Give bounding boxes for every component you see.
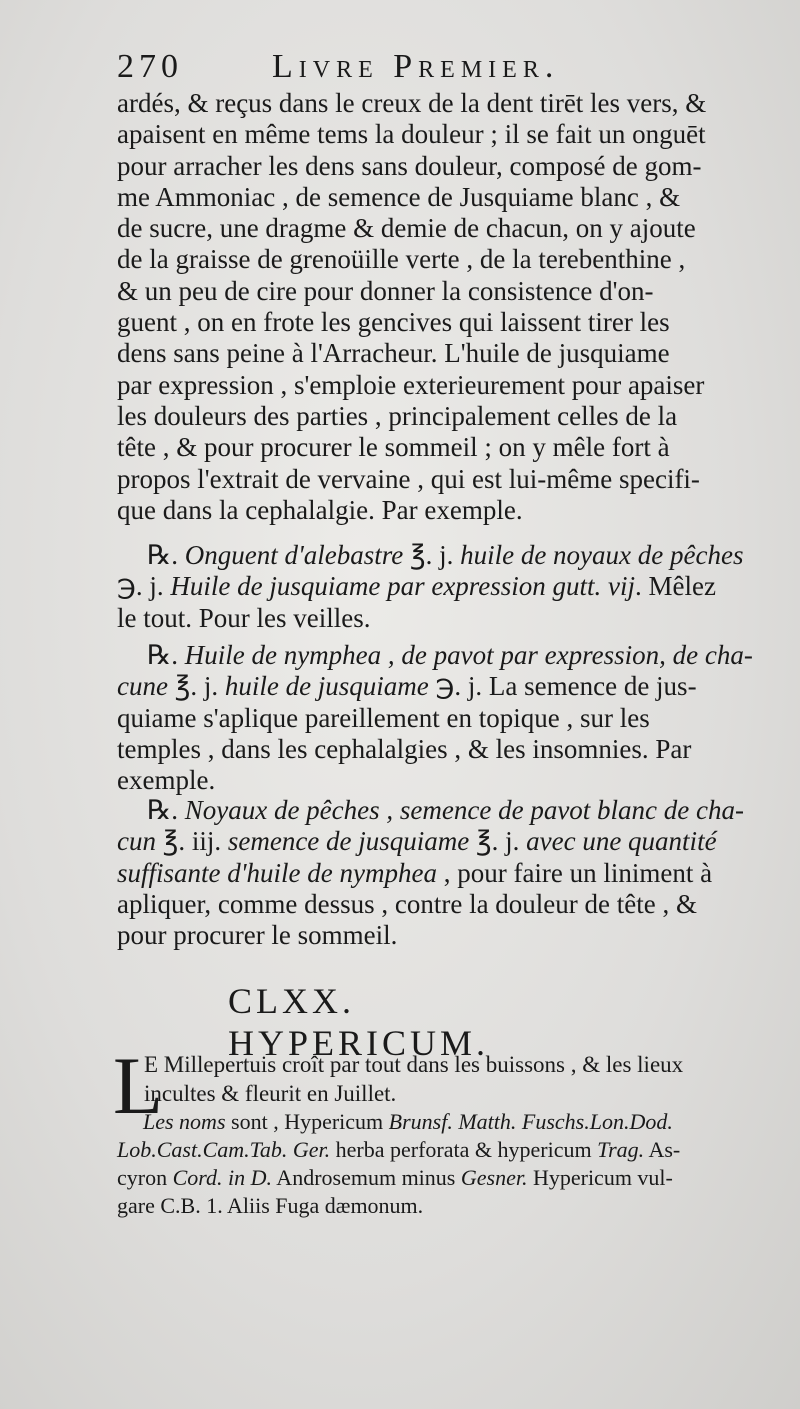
section-intro — [144, 1050, 764, 1108]
recipe-dose: ℥. iij. — [155, 826, 228, 857]
recipe-line — [117, 858, 767, 889]
recipe-3 — [117, 795, 767, 951]
text-line: & un peu de cire pour donner la consistence d'on- — [117, 275, 654, 306]
recipe-dose: ℥. j. — [469, 826, 527, 857]
author-refs: Gesner. — [460, 1165, 528, 1190]
running-title: Livre Premier. — [272, 48, 560, 85]
recipe-2 — [117, 640, 767, 796]
text-line: propos l'extrait de vervaine , qui est lui-même specifi- — [117, 463, 700, 494]
text-line: que dans la cephalalgie. Par exemple. — [117, 494, 523, 525]
text-line — [117, 1108, 767, 1136]
recipe-line: quiame s'aplique pareillement en topique , sur les — [117, 702, 650, 733]
recipe-symbol: ℞. — [147, 540, 185, 570]
recipe-ingredient: huile de noyaux de pêches — [460, 540, 744, 570]
text-line: guent , on en frote les gencives qui laissent tirer les — [117, 307, 670, 338]
recipe-symbol: ℞. — [147, 795, 185, 825]
text-line: les douleurs des parties , principalement celles de la — [117, 400, 678, 431]
text-line: par expression , s'emploie exterieurement pour apaiser — [117, 369, 705, 400]
recipe-line: apliquer, comme dessus , contre la douleur de tête , & — [117, 888, 697, 919]
text-span: herba perforata & hypericum — [330, 1137, 598, 1162]
recipe-line: le tout. Pour les veilles. — [117, 602, 371, 633]
recipe-text: . Mêlez — [635, 571, 717, 602]
text-line: apaisent en même tems la douleur ; il se fait un onguēt — [117, 119, 706, 150]
text-span: Hypericum vul- — [527, 1165, 673, 1190]
text-line: de sucre, une dragme & demie de chacun, on y ajoute — [117, 213, 696, 244]
text-span: As- — [644, 1137, 681, 1162]
text-span: cyron — [117, 1165, 173, 1190]
recipe-line — [117, 826, 767, 857]
text-line: me Ammoniac , de semence de Jusquiame blanc , & — [117, 181, 681, 212]
text-line: pour arracher les dens sans douleur, composé de gom- — [117, 150, 702, 181]
author-refs: Lob.Cast.Cam.Tab. Ger. — [117, 1137, 331, 1162]
recipe-line — [117, 671, 767, 702]
recipe-ingredient: cun — [117, 826, 156, 857]
recipe-text: , pour faire un liniment à — [436, 857, 713, 888]
recipe-text: ℈. j. La semence de jus- — [428, 671, 697, 702]
recipe-ingredient: semence de jusquiame — [227, 826, 470, 857]
recipe-dose: ℈. j. — [117, 571, 171, 602]
text-line: de la graisse de grenoüille verte , de la terebenthine , — [117, 244, 686, 275]
author-refs: Brunsf. Matth. Fuschs.Lon.Dod. — [388, 1109, 673, 1134]
recipe-line — [117, 571, 767, 602]
recipe-1 — [117, 540, 767, 634]
recipe-dose: ℥. j. — [167, 671, 225, 702]
recipe-ingredient: suffisante d'huile de nymphea — [117, 857, 437, 888]
text-line — [117, 1136, 767, 1164]
recipe-dose: ℥. j. — [403, 540, 461, 570]
paragraph-1 — [117, 88, 767, 526]
text-span: sont , Hypericum — [225, 1109, 389, 1134]
recipe-ingredient: huile de jusquiame — [224, 671, 429, 702]
recipe-ingredient: Huile de jusquiame par expression gutt. vij — [170, 571, 636, 602]
recipe-ingredient: Noyaux de pêches , semence de pavot blanc de cha- — [184, 795, 744, 825]
page-header — [117, 48, 617, 88]
recipe-ingredient: avec une quantité — [526, 826, 717, 857]
drop-cap: L — [113, 1040, 164, 1131]
text-line — [117, 1164, 767, 1192]
text-line: tête , & pour procurer le sommeil ; on y mêle fort à — [117, 432, 670, 463]
author-refs: Cord. in D. — [172, 1165, 273, 1190]
recipe-ingredient: cune — [117, 671, 168, 702]
text-span: Androsemum minus — [272, 1165, 461, 1190]
author-refs: Trag. — [597, 1137, 645, 1162]
section-heading: CLXX. HYPERICUM. — [228, 981, 490, 1063]
text-line: incultes & fleurit en Juillet. — [144, 1081, 397, 1106]
recipe-ingredient: Huile de nymphea , de pavot par expression, de cha- — [184, 640, 753, 670]
text-line: E Millepertuis croît par tout dans les buissons , & les lieux — [144, 1052, 684, 1077]
text-line: gare C.B. 1. Aliis Fuga dæmonum. — [117, 1193, 424, 1218]
recipe-ingredient: Onguent d'alebastre — [184, 540, 404, 570]
section-names — [117, 1108, 767, 1220]
recipe-line — [117, 540, 767, 571]
recipe-line — [117, 640, 767, 671]
text-line: ardés, & reçus dans le creux de la dent tirēt les vers, & — [117, 88, 707, 118]
page-number: 270 — [117, 48, 183, 85]
recipe-line: temples , dans les cephalalgies , & les insomnies. Par — [117, 733, 692, 764]
recipe-line: exemple. — [117, 765, 216, 796]
names-label: Les noms — [143, 1109, 226, 1134]
recipe-symbol: ℞. — [147, 640, 185, 670]
text-line: dens sans peine à l'Arracheur. L'huile de jusquiame — [117, 338, 670, 369]
recipe-line — [117, 795, 767, 826]
recipe-line: pour procurer le sommeil. — [117, 920, 398, 951]
